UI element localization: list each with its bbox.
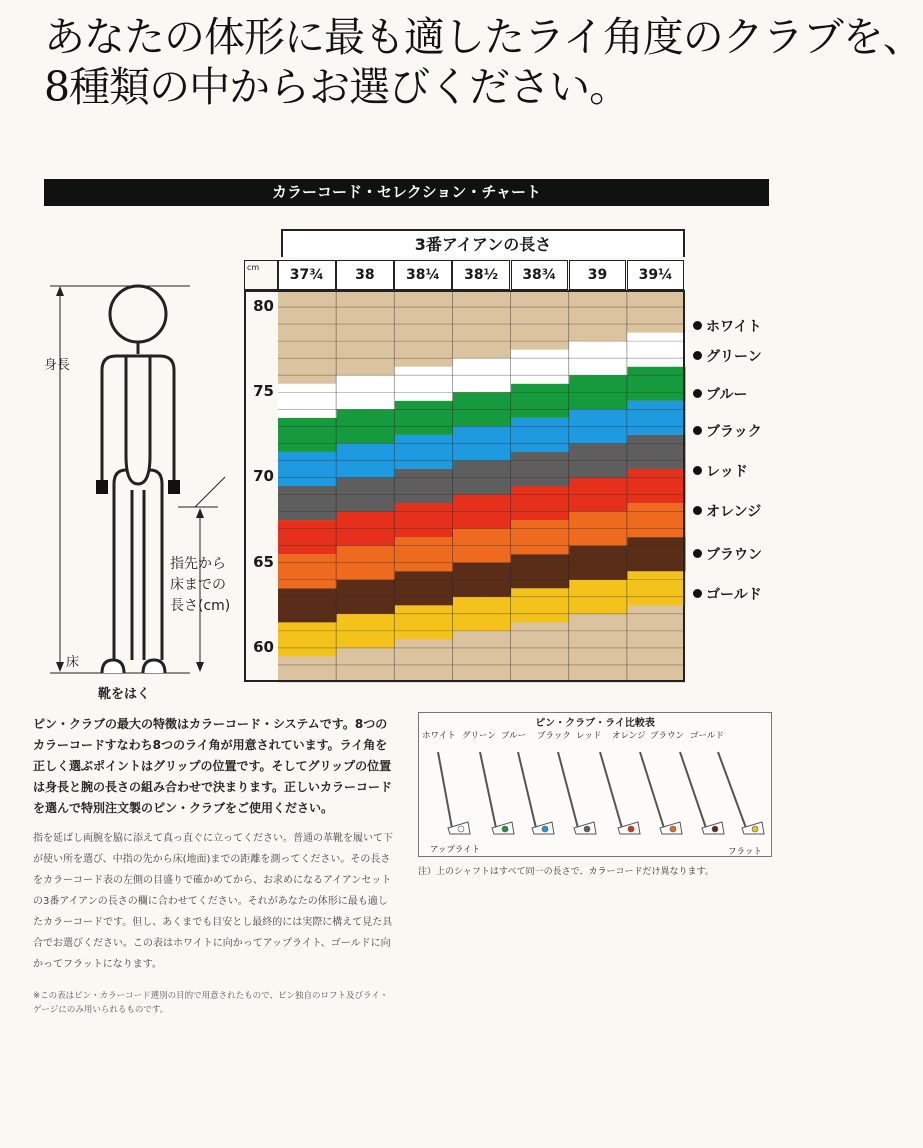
legend-bullet-icon: [693, 351, 702, 360]
shoe-right: [143, 660, 165, 673]
club-shaft-gold: [718, 752, 746, 828]
legend-bullet-icon: [693, 321, 702, 330]
instructions-paragraph: 指を延ばし両腕を脇に添えて真っ直ぐに立ってください。普通の革靴を履いて下が使い所を選び、中指の先から床(地面)までの距離を測ってください。その長さをカラーコード表の左側の目盛りで確かめてから、お求めになるアイアンセットの3番アイアンの長さの欄に合わせてください。それがあなたの体形に最も適したカラーコードです。但し、あくまでも目安とし最終的には実際に構えて見た具合でお選びください。この表はホワイトに向かってアップライト、ゴールドに向かってフラットになります。: [33, 833, 393, 970]
fingertip-label-line-1: 指先から: [170, 556, 226, 572]
legend-item-brown: [693, 544, 762, 564]
legend-label: ブラウン: [706, 547, 762, 563]
lie-label: ホワイト: [422, 731, 456, 741]
lie-label: ブルー: [501, 731, 527, 741]
fingertip-label-line-2: 床までの: [170, 577, 226, 593]
club-shaft-brown: [680, 752, 706, 828]
chart-banner: カラーコード・セレクション・チャート: [44, 179, 769, 206]
legend-item-green: [693, 346, 762, 366]
legend-label: グリーン: [706, 349, 762, 365]
column-header: 38¼: [394, 260, 452, 290]
y-tick-label: 80: [253, 297, 274, 316]
column-header: 38¾: [511, 260, 569, 290]
legend-bullet-icon: [693, 389, 702, 398]
lie-label: レッド: [576, 731, 602, 741]
club-color-dot-brown: [712, 826, 718, 832]
upright-label: アップライト: [430, 845, 481, 855]
club-shaft-red: [600, 752, 622, 828]
lie-footnote: 注）上のシャフトはすべて同一の長さで、カラーコードだけ異なります。: [418, 867, 714, 877]
club-color-dot-gold: [752, 826, 758, 832]
column-header: 39¼: [627, 260, 685, 290]
legend-item-gold: [693, 584, 762, 604]
lie-label: ブラウン: [650, 731, 685, 741]
chart-frame: [244, 290, 685, 682]
legend-bullet-icon: [693, 506, 702, 515]
legend-label: レッド: [706, 464, 748, 480]
club-shaft-green: [480, 752, 496, 828]
club-shaft-orange: [640, 752, 664, 828]
column-header: 38½: [452, 260, 510, 290]
fingertip-label: [170, 554, 230, 617]
legend-label: ゴールド: [706, 587, 762, 603]
lie-comparison-diagram: [418, 740, 772, 857]
headline-line-2: 8種類の中からお選びください。: [44, 63, 630, 111]
club-shaft-blue: [518, 752, 536, 828]
lie-label: ブラック: [537, 731, 571, 741]
stick-figure-diagram: [40, 270, 270, 700]
legend-item-blue: [693, 384, 747, 404]
legend-bullet-icon: [693, 426, 702, 435]
legend-bullet-icon: [693, 589, 702, 598]
shoe-left: [102, 660, 124, 673]
column-header: 39: [569, 260, 627, 290]
page-headline: [44, 12, 923, 112]
height-label: 身長: [44, 358, 71, 373]
club-color-dot-blue: [542, 826, 548, 832]
legend-label: ブルー: [706, 387, 748, 403]
legend-label: オレンジ: [706, 504, 762, 520]
legend-item-black: [693, 421, 762, 441]
club-color-dot-black: [584, 826, 590, 832]
footnote: ※この表はピン・カラーコード選別の目的で用意されたもので、ピン独自のロフト及びライ・ゲージにのみ用いられるものです。: [33, 991, 389, 1015]
column-header: 38: [336, 260, 394, 290]
club-color-dot-red: [628, 826, 634, 832]
intro-paragraph: ピン・クラブの最大の特徴はカラーコード・システムです。8つのカラーコードすなわち8つのライ角が用意されています。ライ角を正しく選ぶポイントはグリップの位置です。そしてグリップの位置は身長と腕の長さの組み合わせで決まります。正しいカラーコードを選んで特別注文製のピン・クラブをご使用ください。: [33, 717, 393, 815]
fingertip-label-line-3: 長さ(cm): [170, 598, 231, 614]
club-color-dot-orange: [670, 826, 676, 832]
legend-bullet-icon: [693, 466, 702, 475]
lie-label: オレンジ: [612, 731, 646, 741]
y-tick-label: 65: [253, 552, 274, 571]
headline-line-1: あなたの体形に最も適したライ角度のクラブを、: [44, 13, 923, 61]
legend-item-white: [693, 316, 762, 336]
unit-label: cm: [247, 263, 260, 272]
chart-title: 3番アイアンの長さ: [281, 229, 685, 257]
column-header: 37¾: [278, 260, 336, 290]
legend-item-orange: [693, 501, 761, 521]
lie-label: グリーン: [462, 731, 496, 741]
y-tick-label: 60: [253, 637, 274, 656]
y-tick-label: 70: [253, 467, 274, 486]
legend-label: ホワイト: [706, 319, 762, 335]
floor-label: 床: [66, 655, 80, 670]
legend-bullet-icon: [693, 549, 702, 558]
unit-cell: [244, 260, 278, 290]
flat-label: フラット: [728, 847, 762, 857]
club-color-dot-white: [458, 826, 464, 832]
legend-item-red: [693, 461, 748, 481]
figure-head: [110, 286, 166, 342]
club-color-dot-green: [502, 826, 508, 832]
lie-label: ゴールド: [690, 731, 724, 741]
legend-label: ブラック: [706, 424, 762, 440]
y-tick-label: 75: [253, 382, 274, 401]
lie-comparison-title: ピン・クラブ・ライ比較表: [535, 718, 655, 729]
shoes-label: 靴をはく: [98, 687, 151, 702]
club-shaft-white: [438, 752, 452, 828]
club-shaft-black: [558, 752, 578, 828]
